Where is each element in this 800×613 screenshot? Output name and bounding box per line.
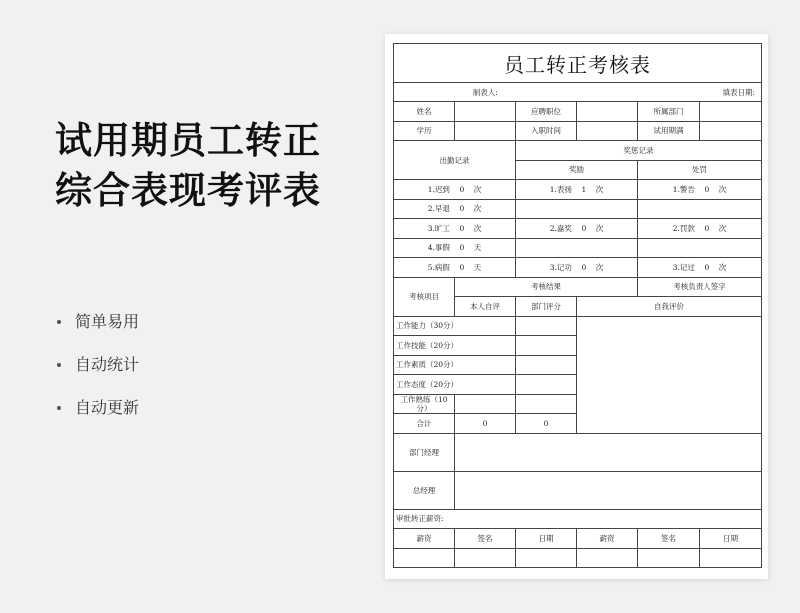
evaluation-form-table	[393, 43, 762, 568]
punish-row: 2.罚款 0 次	[638, 219, 762, 239]
reward-row: 1.表扬 1 次	[516, 180, 638, 200]
salary-header: 日期	[516, 529, 577, 549]
salary-header: 签名	[455, 529, 516, 549]
salary-cell[interactable]	[577, 548, 638, 568]
date-label: 填表日期:	[577, 83, 762, 102]
eval-item: 工作素质（20分）	[394, 355, 516, 375]
feature-item: 自动统计	[57, 355, 139, 375]
reward-row: 2.嘉奖 0 次	[516, 219, 638, 239]
eval-sign-label: 考核负责人签字	[638, 277, 762, 297]
reward-label: 奖励	[516, 160, 638, 180]
punish-row-empty	[638, 238, 762, 258]
dept-label: 所属部门	[638, 102, 700, 122]
attendance-label: 出勤记录	[394, 141, 516, 180]
name-label: 姓名	[394, 102, 455, 122]
eval-item: 工作技能（20分）	[394, 336, 516, 356]
entry-field[interactable]	[577, 121, 638, 141]
self-score-label: 本人自评	[455, 297, 516, 317]
dept-field[interactable]	[700, 102, 762, 122]
eval-result-label: 考核结果	[455, 277, 638, 297]
punish-row: 1.警告 0 次	[638, 180, 762, 200]
salary-cell[interactable]	[394, 548, 455, 568]
reward-row: 3.记功 0 次	[516, 258, 638, 278]
punish-row-empty	[638, 199, 762, 219]
self-comment-area[interactable]	[577, 316, 762, 433]
dept-score-cell[interactable]	[516, 336, 577, 356]
gm-label: 总经理	[394, 471, 455, 509]
form-paper	[385, 34, 768, 579]
reward-row-empty	[516, 238, 638, 258]
dept-score-cell[interactable]	[516, 375, 577, 395]
attendance-row: 1.迟到 0 次	[394, 180, 516, 200]
eval-item: 工作能力（30分）	[394, 316, 516, 336]
total-dept-value: 0	[516, 414, 577, 434]
salary-cell[interactable]	[455, 548, 516, 568]
dept-score-cell[interactable]	[516, 316, 577, 336]
total-label: 合计	[394, 414, 455, 434]
dept-manager-field[interactable]	[455, 433, 762, 471]
total-self-value: 0	[455, 414, 516, 434]
attendance-row: 3.旷工 0 次	[394, 219, 516, 239]
attendance-row: 2.早退 0 次	[394, 199, 516, 219]
dept-score-label: 部门评分	[516, 297, 577, 317]
salary-approval-label: 审批转正薪资:	[394, 509, 762, 529]
attendance-row: 5.病假 0 天	[394, 258, 516, 278]
salary-cell[interactable]	[638, 548, 700, 568]
self-score-cell[interactable]	[455, 394, 516, 414]
bullet-dot-icon	[57, 406, 61, 410]
promo-title	[55, 116, 321, 216]
salary-header: 签名	[638, 529, 700, 549]
probation-field[interactable]	[700, 121, 762, 141]
edu-field[interactable]	[455, 121, 516, 141]
salary-header: 薪资	[577, 529, 638, 549]
dept-score-cell[interactable]	[516, 394, 577, 414]
dept-score-cell[interactable]	[516, 355, 577, 375]
eval-item: 工作熟练（10分）	[394, 394, 455, 414]
promo-title-line1: 试用期员工转正	[55, 119, 321, 162]
salary-cell[interactable]	[516, 548, 577, 568]
salary-cell[interactable]	[700, 548, 762, 568]
bullet-dot-icon	[57, 320, 61, 324]
gm-field[interactable]	[455, 471, 762, 509]
form-title: 员工转正考核表	[394, 44, 762, 83]
position-label: 应聘职位	[516, 102, 577, 122]
rewards-label: 奖惩记录	[516, 141, 762, 161]
promo-title-line2: 综合表现考评表	[55, 169, 321, 212]
eval-item-label: 考核项目	[394, 277, 455, 316]
feature-item: 简单易用	[57, 312, 139, 332]
salary-header: 日期	[700, 529, 762, 549]
name-field[interactable]	[455, 102, 516, 122]
punish-label: 处罚	[638, 160, 762, 180]
bullet-dot-icon	[57, 363, 61, 367]
entry-label: 入职时间	[516, 121, 577, 141]
maker-label: 制表人:	[394, 83, 577, 102]
feature-list	[57, 312, 139, 441]
self-comment-label: 自我评价	[577, 297, 762, 317]
probation-label: 试用期满	[638, 121, 700, 141]
feature-item: 自动更新	[57, 398, 139, 418]
salary-header: 薪资	[394, 529, 455, 549]
position-field[interactable]	[577, 102, 638, 122]
reward-row-empty	[516, 199, 638, 219]
dept-manager-label: 部门经理	[394, 433, 455, 471]
attendance-row: 4.事假 0 天	[394, 238, 516, 258]
punish-row: 3.记过 0 次	[638, 258, 762, 278]
edu-label: 学历	[394, 121, 455, 141]
eval-item: 工作态度（20分）	[394, 375, 516, 395]
